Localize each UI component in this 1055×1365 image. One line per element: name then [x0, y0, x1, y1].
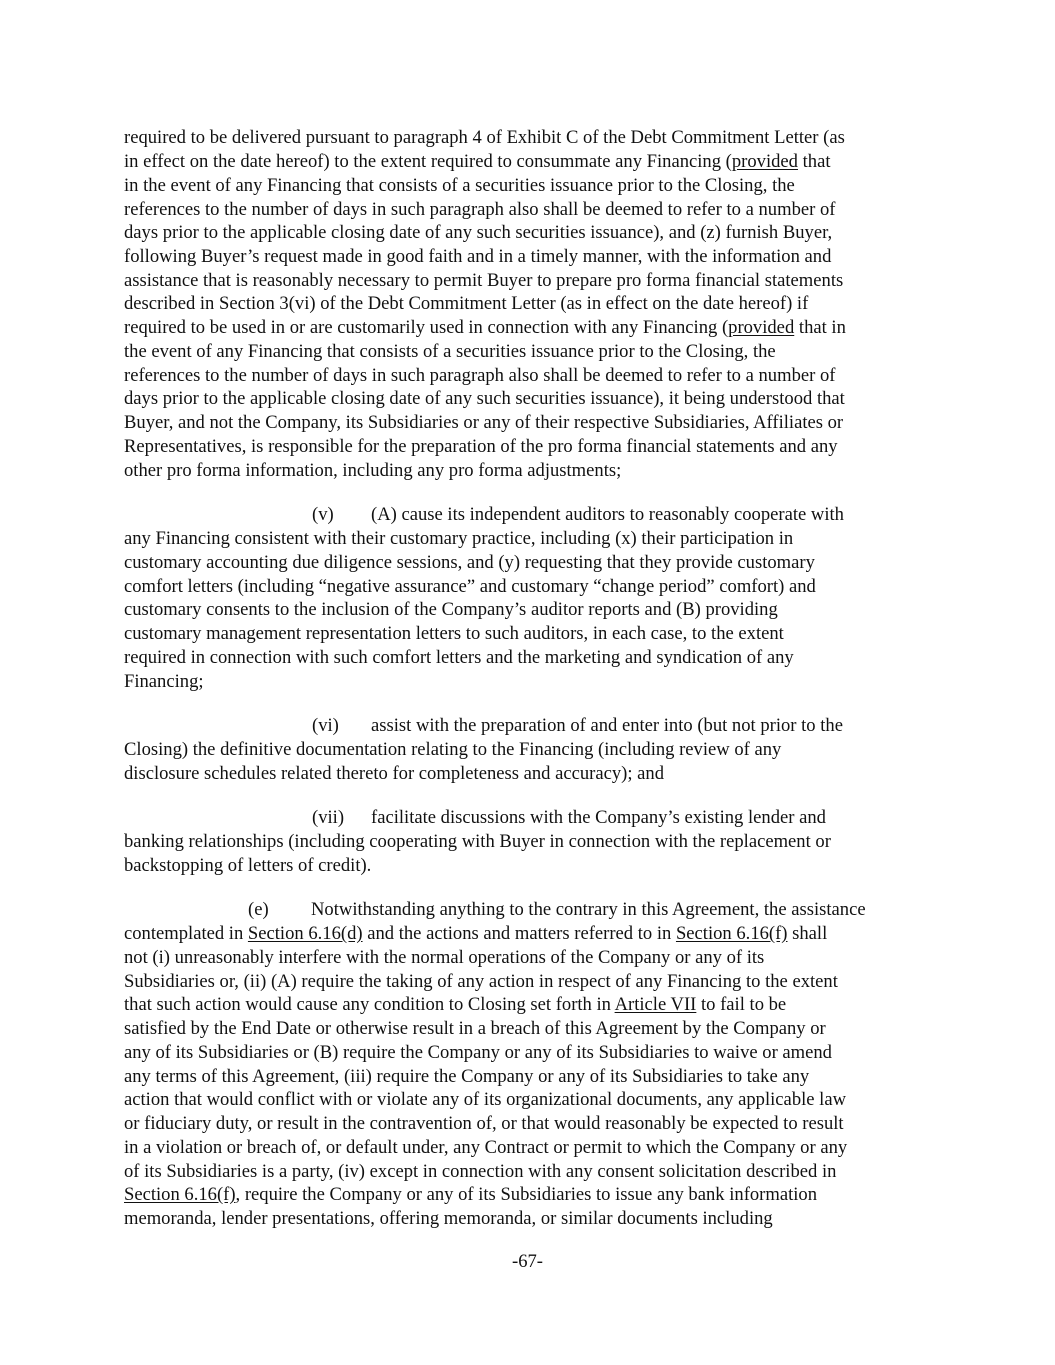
page-number: -67-	[512, 1251, 543, 1272]
text-line: any Financing consistent with their customary practice, including (x) their participation in	[124, 528, 794, 549]
text-line: satisfied by the End Date or otherwise result in a breach of this Agreement by the Company or	[124, 1018, 826, 1039]
text-line: references to the number of days in such paragraph also shall be deemed to refer to a number of	[124, 199, 836, 220]
text-line: in effect on the date hereof) to the extent required to consummate any Financing (provided that	[124, 151, 831, 172]
text-line: backstopping of letters of credit).	[124, 855, 372, 876]
text-line: required to be delivered pursuant to paragraph 4 of Exhibit C of the Debt Commitment Letter (as	[124, 127, 845, 148]
text-line: assistance that is reasonably necessary to permit Buyer to prepare pro forma financial statements	[124, 270, 844, 291]
text-line: days prior to the applicable closing date of any such securities issuance), and (z) furnish Buyer,	[124, 222, 833, 243]
text-line: the event of any Financing that consists of a securities issuance prior to the Closing, the	[124, 341, 776, 362]
text-line: Buyer, and not the Company, its Subsidiaries or any of their respective Subsidiaries, Affiliates or	[124, 412, 844, 433]
text-line: disclosure schedules related thereto for completeness and accuracy); and	[124, 763, 665, 784]
text-line: customary management representation letters to such auditors, in each case, to the extent	[124, 623, 784, 644]
text-line: Representatives, is responsible for the preparation of the pro forma financial statements and any	[124, 436, 838, 457]
article-reference-link[interactable]: Article VII	[614, 994, 697, 1015]
section-reference-link[interactable]: Section 6.16(f)	[124, 1184, 236, 1205]
clause-number: (e)	[248, 899, 269, 920]
text-line: in the event of any Financing that consists of a securities issuance prior to the Closing, the	[124, 175, 795, 196]
provided-term: provided	[728, 317, 795, 338]
text-line: (vii) facilitate discussions with the Company’s existing lender and	[312, 807, 826, 828]
text-line: any of its Subsidiaries or (B) require the Company or any of its Subsidiaries to waive or amend	[124, 1042, 832, 1063]
section-reference-link[interactable]: Section 6.16(f)	[675, 923, 788, 944]
text-line: comfort letters (including “negative assurance” and customary “change period” comfort) and	[124, 576, 816, 597]
text-line: (v) (A) cause its independent auditors to reasonably cooperate with	[312, 504, 844, 525]
text-line: Closing) the definitive documentation relating to the Financing (including review of any	[124, 739, 782, 760]
text-line: required in connection with such comfort letters and the marketing and syndication of any	[124, 647, 794, 668]
text-line: action that would conflict with or violate any of its organizational documents, any applicable law	[124, 1089, 847, 1110]
text-line: contemplated in Section 6.16(d) and the actions and matters referred to in Section 6.16(f) shall	[124, 923, 828, 944]
text-line: any terms of this Agreement, (iii) require the Company or any of its Subsidiaries to take any	[124, 1066, 810, 1087]
text-line: of its Subsidiaries is a party, (iv) except in connection with any consent solicitation described in	[124, 1161, 837, 1182]
text-line: following Buyer’s request made in good faith and in a timely manner, with the information and	[124, 246, 832, 267]
text-line: not (i) unreasonably interfere with the normal operations of the Company or any of its	[124, 947, 765, 968]
text-line: memoranda, lender presentations, offering memoranda, or similar documents including	[124, 1208, 773, 1229]
clause-number: (vi)	[312, 715, 339, 736]
text-line: customary consents to the inclusion of the Company’s auditor reports and (B) providing	[124, 599, 778, 620]
text-line: Subsidiaries or, (ii) (A) require the taking of any action in respect of any Financing to the extent	[124, 971, 838, 992]
text-line: Financing;	[124, 671, 204, 692]
text-line: customary accounting due diligence sessions, and (y) requesting that they provide customary	[124, 552, 815, 573]
text-line: other pro forma information, including any pro forma adjustments;	[124, 460, 622, 481]
section-reference-link[interactable]: Section 6.16(d)	[247, 923, 363, 944]
text-line: banking relationships (including cooperating with Buyer in connection with the replacement or	[124, 831, 831, 852]
text-line: described in Section 3(vi) of the Debt Commitment Letter (as in effect on the date hereof) if	[124, 293, 809, 314]
text-line: that such action would cause any condition to Closing set forth in Article VII to fail to be	[124, 994, 787, 1015]
text-line: required to be used in or are customarily used in connection with any Financing (provided that in	[124, 317, 846, 338]
clause-number: (v)	[312, 504, 334, 525]
text-line: or fiduciary duty, or result in the contravention of, or that would reasonably be expected to result	[124, 1113, 844, 1134]
text-line: days prior to the applicable closing date of any such securities issuance), it being understood that	[124, 388, 845, 409]
text-line: in a violation or breach of, or default under, any Contract or permit to which the Company or any	[124, 1137, 848, 1158]
text-line: Section 6.16(f), require the Company or any of its Subsidiaries to issue any bank information	[124, 1184, 818, 1205]
text-line: references to the number of days in such paragraph also shall be deemed to refer to a number of	[124, 365, 836, 386]
text-line: (e) Notwithstanding anything to the contrary in this Agreement, the assistance	[248, 899, 866, 920]
text-line: (vi) assist with the preparation of and enter into (but not prior to the	[312, 715, 843, 736]
clause-number: (vii)	[312, 807, 345, 828]
provided-term: provided	[731, 151, 798, 172]
